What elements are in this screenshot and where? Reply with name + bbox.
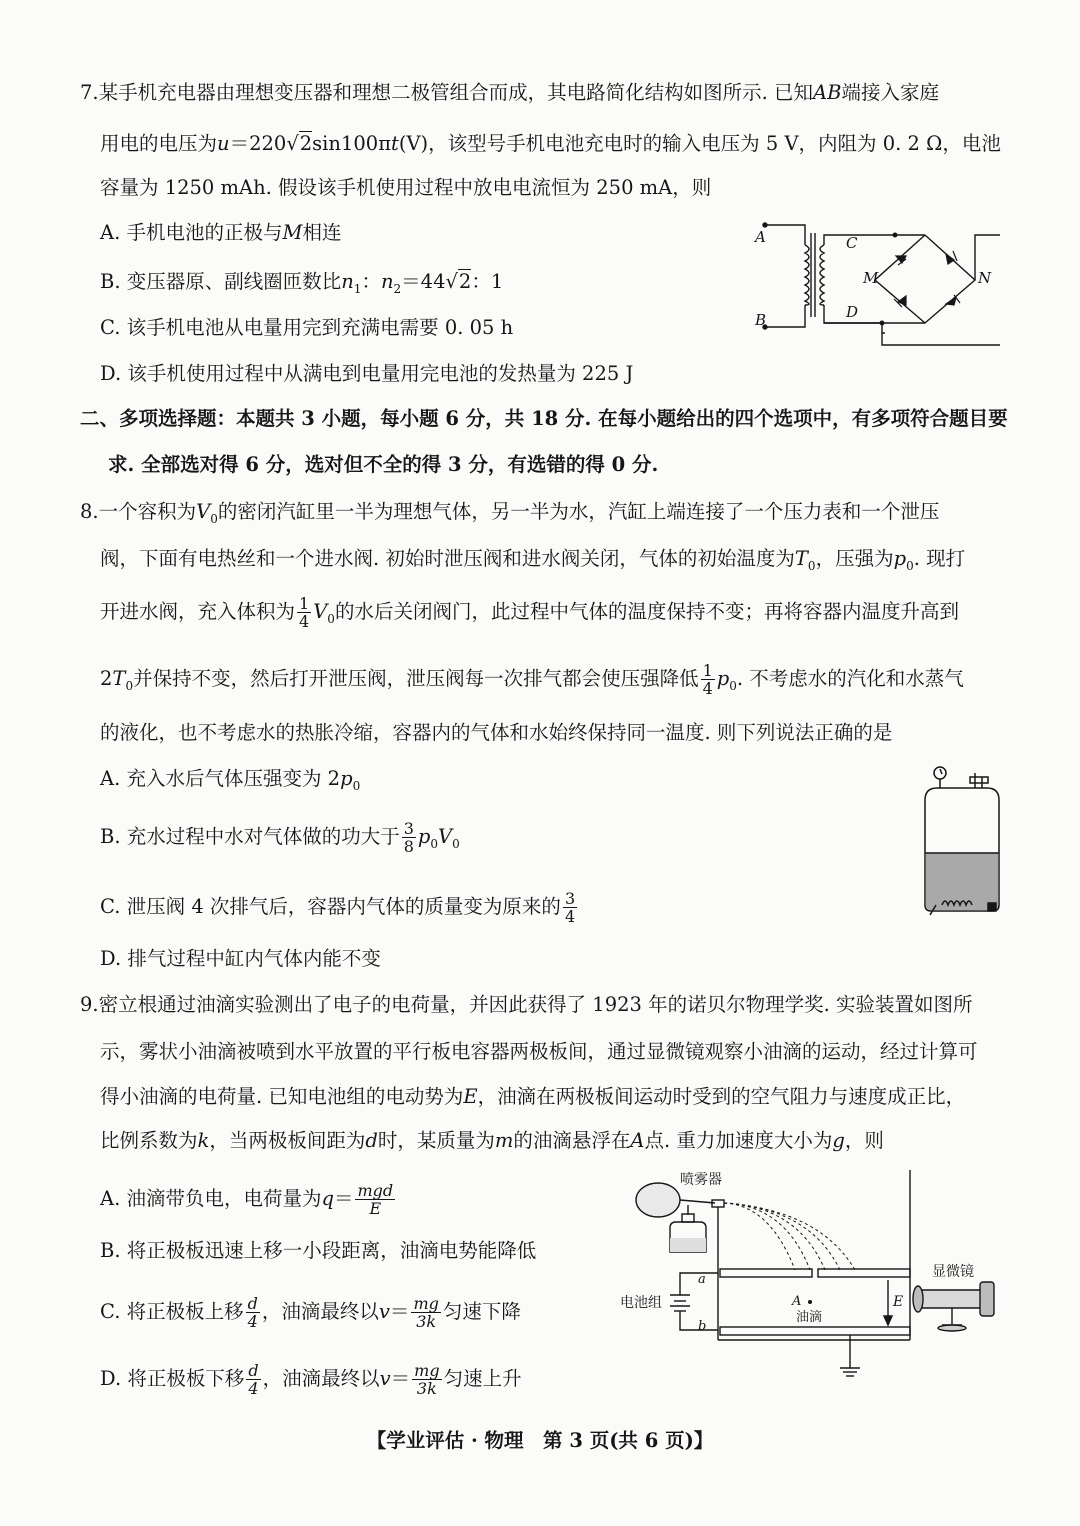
q7-circuit-figure [750, 215, 1010, 350]
q7-option-c: C. 该手机电池从电量用完到充满电需要 0. 05 h [100, 316, 514, 339]
q9-line1: 9.密立根通过油滴实验测出了电子的电荷量，并因此获得了 1923 年的诺贝尔物理学奖. 实验装置如图所 [80, 993, 973, 1016]
q7-option-a: A. 手机电池的正极与M相连 [100, 221, 342, 244]
q8-line2: 阀，下面有电热丝和一个进水阀. 初始时泄压阀和进水阀关闭，气体的初始温度为$T_0$，压强为$p_0$. 现打 [100, 547, 966, 573]
q7-option-b: B. 变压器原、副线圈匝数比$n_1$：$n_2=44√2$：1 [100, 270, 504, 296]
svg-text:显微镜: 显微镜 [932, 1264, 974, 1280]
q9-option-a: A. 油滴带负电，电荷量为q＝ $\frac{\text{mgd}}{E}$ [100, 1181, 394, 1218]
svg-text:a: a [698, 1272, 706, 1287]
q7-line3: 容量为 1250 mAh. 假设该手机使用过程中放电电流恒为 250 mA，则 [100, 176, 712, 199]
q9-millikan-figure [620, 1170, 1010, 1385]
svg-text:A: A [792, 1294, 802, 1309]
q7-line2: 用电的电压为u＝220√2sin100πt(V)，该型号手机电池充电时的输入电压为 5 V，内阻为 0. 2 Ω，电池 [100, 132, 1001, 155]
q8-option-c: C. 泄压阀 4 次排气后，容器内气体的质量变为原来的 $\frac{3}{4}$ [100, 889, 576, 926]
q8-option-b: B. 充水过程中水对气体做的功大于 $\frac{3}{8}$ $p_0V_0$ [100, 819, 460, 856]
page-footer: 【学业评估 · 物理 第 3 页(共 6 页)】 [366, 1429, 714, 1452]
q8-line5: 的液化，也不考虑水的热胀冷缩，容器内的气体和水始终保持同一温度. 则下列说法正确的是 [100, 721, 893, 744]
q8-option-a: A. 充入水后气体压强变为 $2p_0$ [100, 767, 361, 793]
svg-text:b: b [698, 1319, 707, 1334]
q9-line2: 示，雾状小油滴被喷到水平放置的平行板电容器两极板间，通过显微镜观察小油滴的运动，经过计算可 [100, 1040, 978, 1063]
q7-line1: 7.某手机充电器由理想变压器和理想二极管组合而成，其电路简化结构如图所示. 已知AB端接入家庭 [80, 81, 939, 104]
svg-text:电池组: 电池组 [620, 1295, 662, 1311]
q9-option-b: B. 将正极板迅速上移一小段距离，油滴电势能降低 [100, 1239, 537, 1262]
q8-line1: 8.一个容积为$V_0$的密闭汽缸里一半为理想气体，另一半为水，汽缸上端连接了一个压力表和一个泄压 [80, 500, 940, 526]
svg-text:N: N [978, 269, 992, 287]
svg-text:油滴: 油滴 [796, 1310, 823, 1325]
svg-text:D: D [846, 303, 859, 321]
svg-text:喷雾器: 喷雾器 [680, 1172, 722, 1188]
svg-text:C: C [846, 234, 858, 252]
section2-heading-line2: 求. 全部选对得 6 分，选对但不全的得 3 分，有选错的得 0 分. [108, 453, 659, 476]
svg-text:A: A [755, 228, 766, 246]
q9-option-c: C. 将正极板上移 $\frac{d}{4}$ ，油滴最终以v＝ $\frac{mg}{3k}$ 匀速下降 [100, 1294, 521, 1331]
q8-cylinder-figure [920, 765, 1005, 920]
q7-option-d: D. 该手机使用过程中从满电到电量用完电池的发热量为 225 J [100, 362, 634, 385]
section2-heading-line1: 二、多项选择题：本题共 3 小题，每小题 6 分，共 18 分. 在每小题给出的四个选项中，有多项符合题目要 [80, 407, 1008, 430]
q9-line4: 比例系数为k，当两极板间距为d时，某质量为m的油滴悬浮在A点. 重力加速度大小为g，则 [100, 1129, 884, 1152]
q8-option-d: D. 排气过程中缸内气体内能不变 [100, 947, 381, 970]
svg-text:E: E [893, 1294, 904, 1310]
q9-option-d: D. 将正极板下移 $\frac{d}{4}$ ，油滴最终以v＝ $\frac{mg}{3k}$ 匀速上升 [100, 1361, 522, 1398]
svg-text:M: M [863, 269, 879, 287]
q8-line4: $2T_0$并保持不变，然后打开泄压阀，泄压阀每一次排气都会使压强降低 $\frac{1}{4}$ $p_0$. 不考虑水的汽化和水蒸气 [100, 661, 964, 698]
q8-line3: 开进水阀，充入体积为 $\frac{1}{4}$ $V_0$的水后关闭阀门，此过程中气体的温度保持不变；再将容器内温度升高到 [100, 594, 959, 631]
svg-text:B: B [755, 311, 767, 329]
q9-line3: 得小油滴的电荷量. 已知电池组的电动势为E，油滴在两极板间运动时受到的空气阻力与速度成正比， [100, 1085, 966, 1108]
